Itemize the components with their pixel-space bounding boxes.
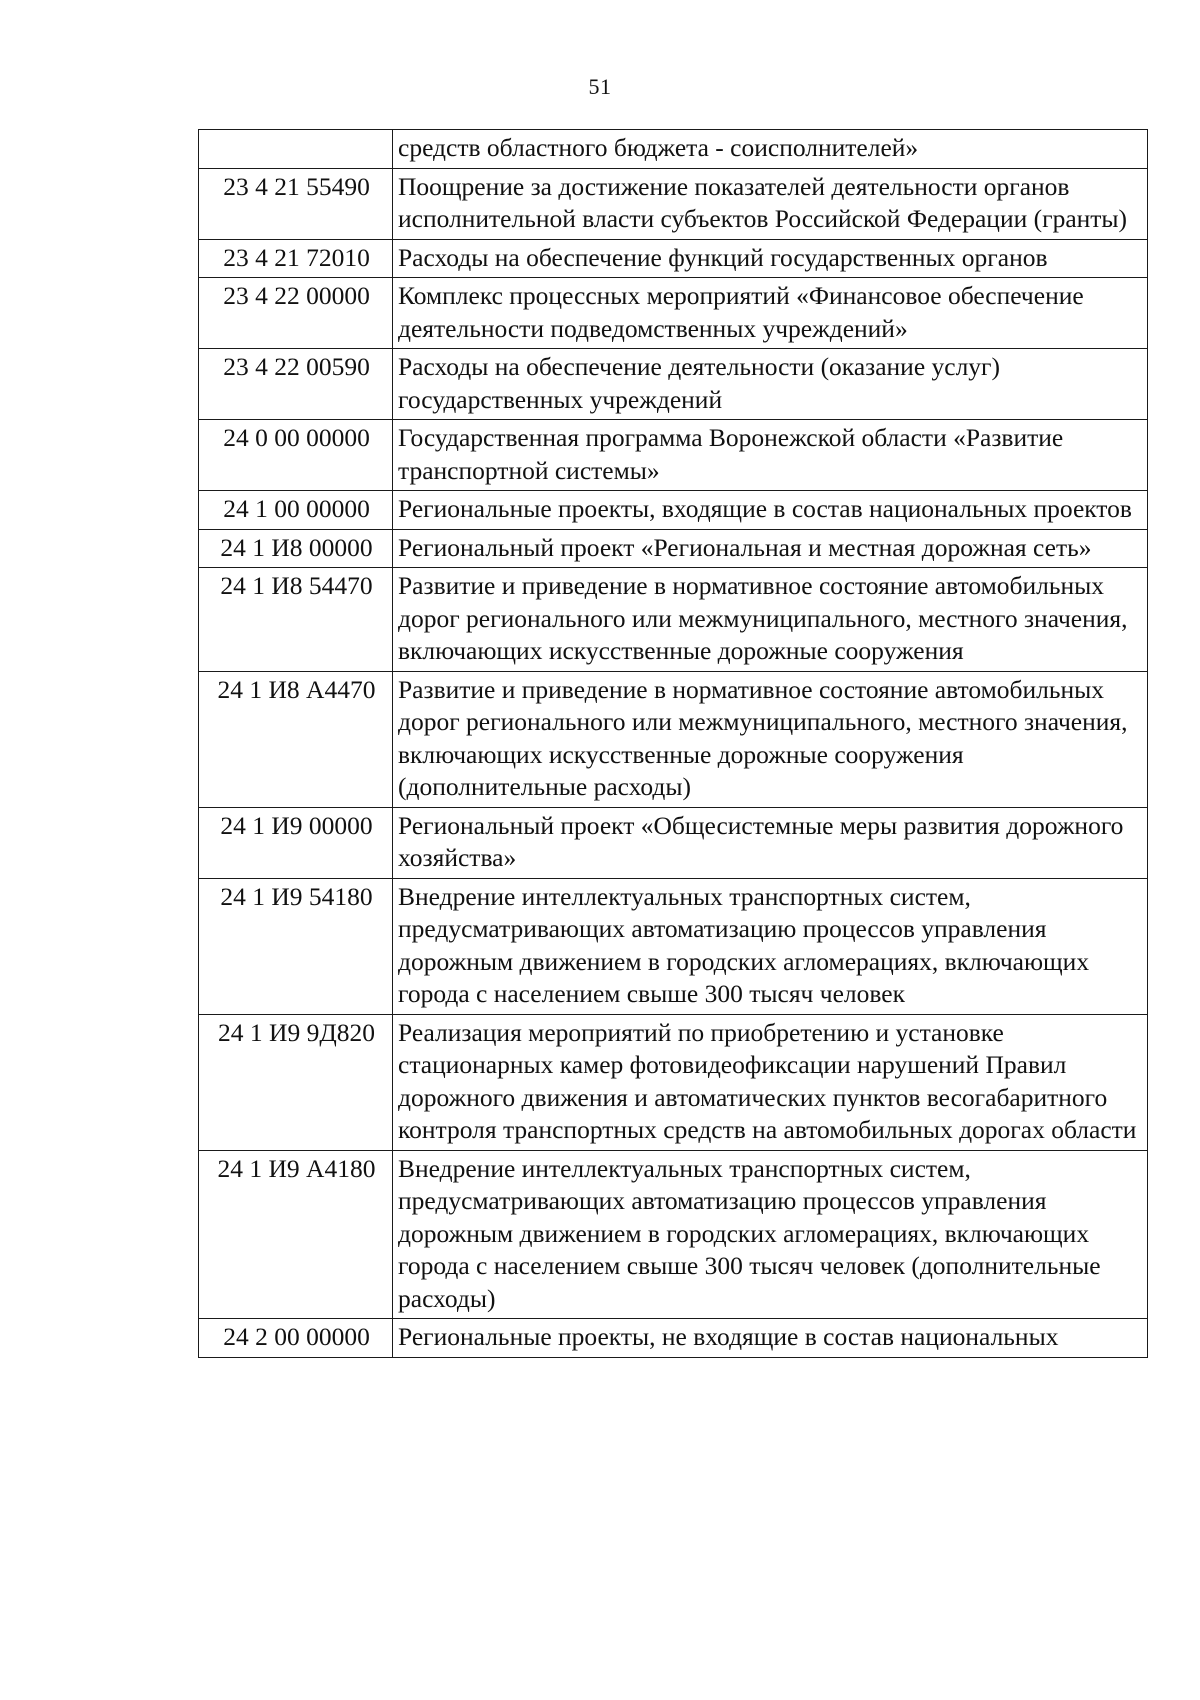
budget-code-cell: 23 4 21 72010 <box>199 239 393 278</box>
budget-code-cell: 24 1 И8 54470 <box>199 568 393 672</box>
table-row <box>199 130 1148 169</box>
table-row <box>199 671 1148 807</box>
description-cell: средств областного бюджета - соисполнителей» <box>393 130 1148 169</box>
table-row <box>199 1150 1148 1319</box>
description-cell: Региональный проект «Региональная и местная дорожная сеть» <box>393 529 1148 568</box>
budget-code-cell: 24 1 00 00000 <box>199 491 393 530</box>
budget-code-cell: 24 1 И9 00000 <box>199 807 393 878</box>
table-row <box>199 491 1148 530</box>
description-cell: Региональный проект «Общесистемные меры развития дорожного хозяйства» <box>393 807 1148 878</box>
budget-classification-table <box>198 129 1148 1358</box>
description-cell: Развитие и приведение в нормативное состояние автомобильных дорог регионального или межмуниципального, местного значения, включающих искусственные дорожные сооружения (дополнительные расходы) <box>393 671 1148 807</box>
budget-code-cell: 24 1 И9 А4180 <box>199 1150 393 1319</box>
description-cell: Расходы на обеспечение функций государственных органов <box>393 239 1148 278</box>
table-row <box>199 529 1148 568</box>
table-row <box>199 568 1148 672</box>
table-row <box>199 278 1148 349</box>
table-row <box>199 1319 1148 1358</box>
budget-code-cell: 24 2 00 00000 <box>199 1319 393 1358</box>
table-row <box>199 239 1148 278</box>
table-row <box>199 420 1148 491</box>
description-cell: Комплекс процессных мероприятий «Финансовое обеспечение деятельности подведомственных учреждений» <box>393 278 1148 349</box>
table-row <box>199 1014 1148 1150</box>
budget-code-cell: 24 1 И9 9Д820 <box>199 1014 393 1150</box>
description-cell: Региональные проекты, входящие в состав национальных проектов <box>393 491 1148 530</box>
description-cell: Поощрение за достижение показателей деятельности органов исполнительной власти субъектов Российской Федерации (гранты) <box>393 168 1148 239</box>
description-cell: Расходы на обеспечение деятельности (оказание услуг) государственных учреждений <box>393 349 1148 420</box>
budget-code-cell: 23 4 22 00000 <box>199 278 393 349</box>
budget-code-cell: 24 1 И9 54180 <box>199 878 393 1014</box>
table-body <box>199 130 1148 1358</box>
budget-code-cell: 23 4 22 00590 <box>199 349 393 420</box>
budget-code-cell: 24 0 00 00000 <box>199 420 393 491</box>
budget-code-cell: 24 1 И8 00000 <box>199 529 393 568</box>
description-cell: Внедрение интеллектуальных транспортных систем, предусматривающих автоматизацию процессов управления дорожным движением в городских агломерациях, включающих города с населением свыше 300 тысяч человек <box>393 878 1148 1014</box>
budget-code-cell <box>199 130 393 169</box>
page-number: 51 <box>588 74 612 99</box>
table-row <box>199 878 1148 1014</box>
description-cell: Развитие и приведение в нормативное состояние автомобильных дорог регионального или межмуниципального, местного значения, включающих искусственные дорожные сооружения <box>393 568 1148 672</box>
description-cell: Государственная программа Воронежской области «Развитие транспортной системы» <box>393 420 1148 491</box>
description-cell: Реализация мероприятий по приобретению и установке стационарных камер фотовидеофиксации нарушений Правил дорожного движения и автоматических пунктов весогабаритного контроля транспортных средств на автомобильных дорогах области <box>393 1014 1148 1150</box>
description-cell: Внедрение интеллектуальных транспортных систем, предусматривающих автоматизацию процессов управления дорожным движением в городских агломерациях, включающих города с населением свыше 300 тысяч человек (дополнительные расходы) <box>393 1150 1148 1319</box>
table-row <box>199 168 1148 239</box>
budget-code-cell: 24 1 И8 А4470 <box>199 671 393 807</box>
description-cell: Региональные проекты, не входящие в состав национальных <box>393 1319 1148 1358</box>
table-row <box>199 349 1148 420</box>
table-row <box>199 807 1148 878</box>
budget-code-cell: 23 4 21 55490 <box>199 168 393 239</box>
